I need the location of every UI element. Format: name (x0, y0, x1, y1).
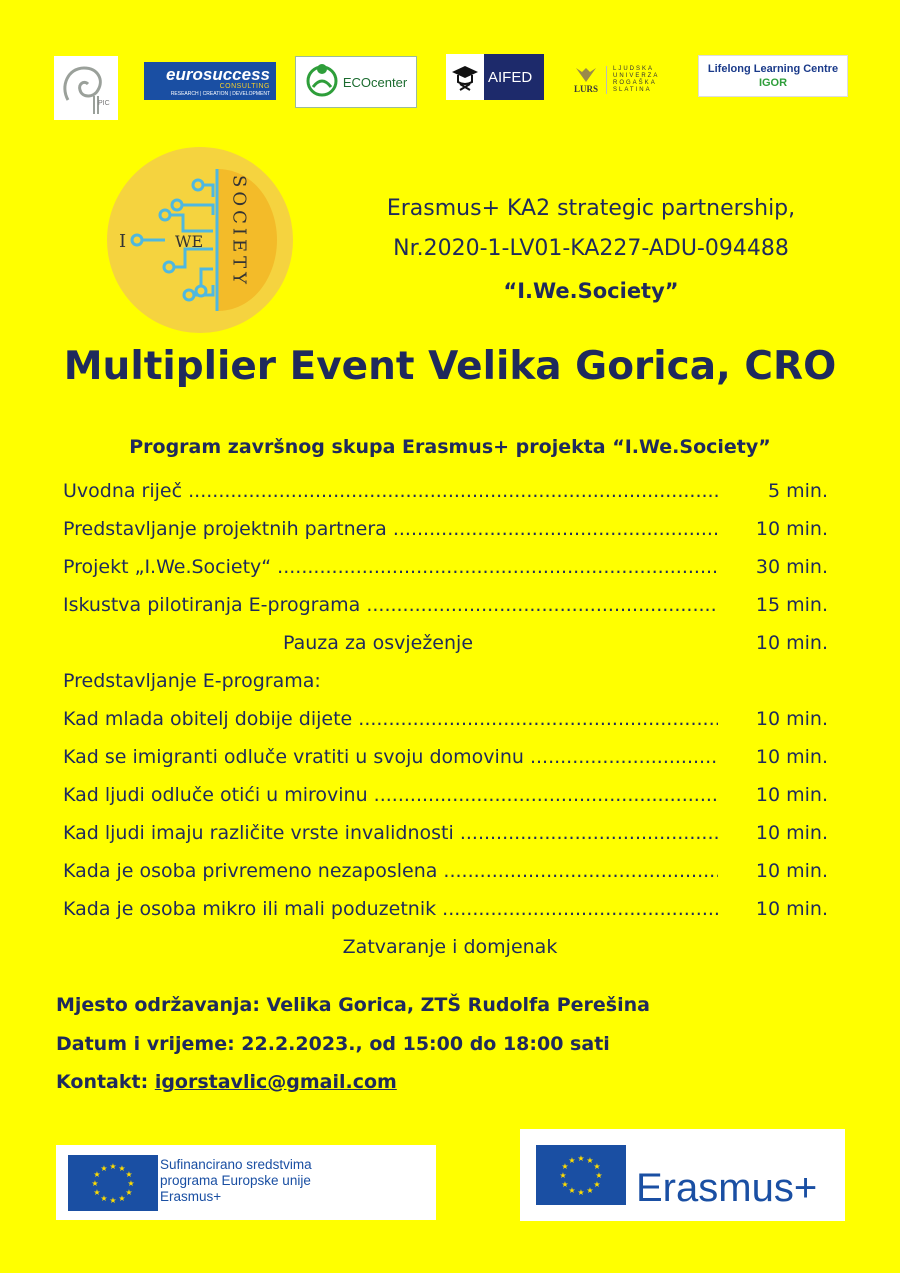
agenda-duration: 5 min. (768, 480, 828, 502)
svg-text:★: ★ (118, 1194, 126, 1203)
agenda-label: Kad mlada obitelj dobije dijete ..... (63, 708, 718, 730)
svg-text:★: ★ (127, 1179, 135, 1188)
ecocenter-logo (295, 56, 417, 108)
svg-text:★: ★ (586, 1156, 594, 1165)
iwesociety-logo (105, 145, 295, 335)
agenda-item (63, 746, 828, 784)
agenda-duration: 10 min. (755, 746, 828, 768)
svg-text:★: ★ (586, 1186, 594, 1195)
agenda-item (63, 556, 828, 594)
eurosuccess-tagline: RESEARCH | CREATION | DEVELOPMENT (170, 90, 270, 97)
svg-text:★: ★ (125, 1170, 133, 1179)
agenda-duration: 10 min. (755, 784, 828, 806)
svg-text:★: ★ (109, 1162, 117, 1171)
svg-text:★: ★ (561, 1180, 569, 1189)
svg-text:★: ★ (593, 1162, 601, 1171)
agenda-item (63, 860, 828, 898)
svg-text:★: ★ (100, 1164, 108, 1173)
agenda-item (63, 898, 828, 936)
agenda-duration: 10 min. (755, 898, 828, 920)
lurs-fullname: LJUDSKA UNIVERZA ROGAŠKA SLATINA (606, 66, 669, 94)
eurosuccess-logo (144, 62, 276, 100)
svg-text:★: ★ (118, 1164, 126, 1173)
svg-text:★: ★ (91, 1179, 99, 1188)
eu-flag-icon (68, 1155, 158, 1211)
logo-letter-i: I (119, 231, 127, 252)
svg-text:★: ★ (593, 1180, 601, 1189)
graduation-cap-icon (450, 62, 480, 92)
program-title: Program završnog skupa Erasmus+ projekta “I.We.Society” (129, 436, 771, 458)
igor-line2: IGOR (758, 77, 788, 89)
aifed-logo (446, 54, 544, 100)
agenda-duration: 10 min. (755, 708, 828, 730)
agenda-label: Kad se imigranti odluče vratiti u svoju domovinu ..... (63, 746, 718, 768)
closing-line: Zatvaranje i domjenak (342, 936, 558, 958)
agenda-item (63, 708, 828, 746)
agenda-item (63, 784, 828, 822)
eurosuccess-sub: CONSULTING (219, 82, 270, 90)
igor-line1: Lifelong Learning Centre (707, 63, 839, 75)
agenda-duration: 10 min. (755, 632, 828, 654)
project-name: “I.We.Society” (503, 279, 679, 303)
ecocenter-label: ECOcenter (342, 74, 408, 90)
agenda-label: Kad ljudi odluče otići u mirovinu ..... (63, 784, 718, 806)
agenda-item (63, 594, 828, 632)
lurs-label: LURS (574, 84, 599, 94)
agenda-item (63, 518, 828, 556)
agenda-label: Kada je osoba privremeno nezaposlena ..... (63, 860, 718, 882)
agenda-duration: 10 min. (755, 518, 828, 540)
contact-label: Kontakt: (56, 1071, 155, 1093)
pic-label: PIC (98, 100, 110, 107)
agenda-duration: 10 min. (755, 860, 828, 882)
aifed-label: AIFED (488, 68, 533, 86)
snail-shell-icon (54, 56, 118, 120)
datetime-line: Datum i vrijeme: 22.2.2023., od 15:00 do 18:00 sati (56, 1033, 610, 1055)
svg-text:★: ★ (93, 1170, 101, 1179)
svg-text:★: ★ (561, 1162, 569, 1171)
program-type: Erasmus+ KA2 strategic partnership, (386, 196, 796, 221)
agenda-label: Predstavljanje E-programa: (63, 670, 321, 692)
svg-text:★: ★ (577, 1154, 585, 1163)
agenda-item (63, 822, 828, 860)
contact-line (56, 1071, 397, 1093)
svg-text:★: ★ (568, 1156, 576, 1165)
eu-flag-icon (536, 1145, 626, 1205)
erasmus-label: Erasmus+ (636, 1166, 818, 1210)
project-number: Nr.2020-1-LV01-KA227-ADU-094488 (393, 236, 789, 261)
cofund-line2: programa Europske unije (160, 1173, 311, 1188)
agenda-label: Uvodna riječ ..... (63, 480, 718, 502)
cofund-line3: Erasmus+ (160, 1189, 222, 1204)
svg-text:★: ★ (93, 1188, 101, 1197)
agenda-item (63, 632, 828, 670)
ecocenter-person-icon (305, 61, 339, 103)
event-title: Multiplier Event Velika Gorica, CRO (63, 344, 837, 389)
agenda-duration: 30 min. (755, 556, 828, 578)
svg-text:★: ★ (559, 1171, 567, 1180)
venue-line: Mjesto održavanja: Velika Gorica, ZTŠ Rudolfa Perešina (56, 994, 650, 1016)
logo-society: SOCIETY (228, 175, 250, 288)
igor-logo (698, 55, 848, 97)
agenda-label: Pauza za osvježenje (283, 632, 474, 654)
svg-text:★: ★ (109, 1196, 117, 1205)
cofunded-badge (56, 1145, 436, 1220)
agenda-section-heading (63, 670, 828, 708)
svg-text:★: ★ (577, 1188, 585, 1197)
agenda-label: Iskustva pilotiranja E-programa ..... (63, 594, 718, 616)
agenda-label: Projekt „I.We.Society“ ..... (63, 556, 718, 578)
logo-we: WE (175, 232, 204, 251)
lurs-logo (574, 56, 686, 104)
lurs-bird-icon (574, 66, 598, 84)
svg-text:★: ★ (568, 1186, 576, 1195)
agenda-item (63, 480, 828, 518)
eurosuccess-name: eurosuccess (166, 64, 270, 84)
svg-text:★: ★ (100, 1194, 108, 1203)
agenda-label: Kad ljudi imaju različite vrste invalidnosti ..... (63, 822, 718, 844)
cofund-line1: Sufinancirano sredstvima (160, 1157, 312, 1172)
svg-text:★: ★ (125, 1188, 133, 1197)
agenda-label: Predstavljanje projektnih partnera ..... (63, 518, 718, 540)
pic-logo (54, 56, 118, 120)
erasmus-plus-badge (520, 1129, 845, 1221)
agenda-label: Kada je osoba mikro ili mali poduzetnik ..... (63, 898, 718, 920)
svg-text:★: ★ (595, 1171, 603, 1180)
contact-email-link[interactable]: igorstavlic@gmail.com (154, 1071, 397, 1093)
agenda-duration: 15 min. (755, 594, 828, 616)
agenda-duration: 10 min. (755, 822, 828, 844)
